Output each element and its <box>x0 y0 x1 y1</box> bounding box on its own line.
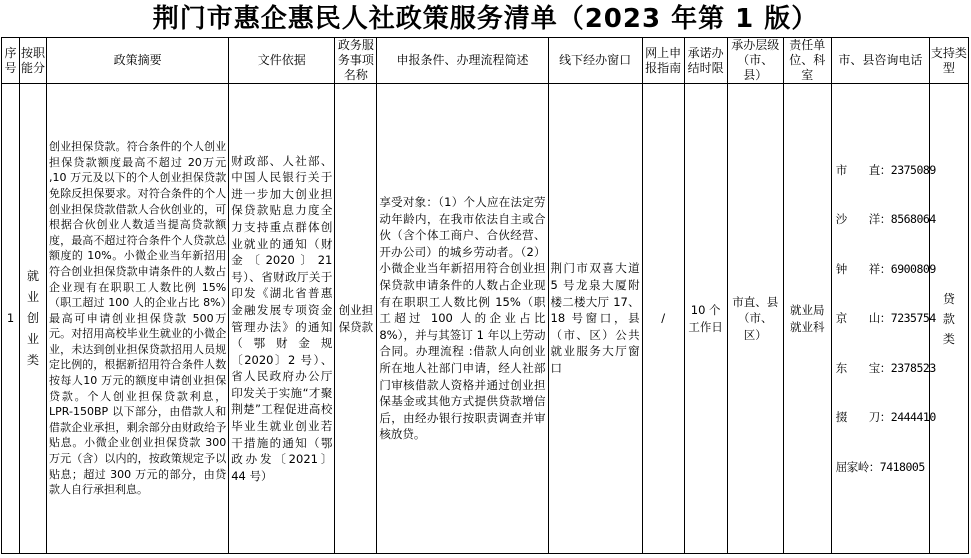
phone-item: 屈家岭：7418005 <box>835 459 925 474</box>
cell-window: 荆门市双喜大道 5 号龙泉大厦附楼二楼大厅 17、18 号窗口，县（市、区）公共就业服务大厅窗口 <box>548 84 642 554</box>
phone-item: 沙 洋：8568064 <box>835 212 936 227</box>
phone-item: 京 山：7235754 <box>835 311 936 326</box>
header-time: 承诺办结时限 <box>684 38 727 84</box>
cell-time: 10 个工作日 <box>684 84 727 554</box>
cell-basis: 财政部、人社部、中国人民银行关于进一步加大创业担保贷款贴息力度全力支持重点群体创业就业的通知（财金〔2020〕21 号）、省财政厅关于印发《湖北省普惠金融发展专项资金管理办法》的通知（鄂财金规〔2020〕2 号）、省人民政府办公厅印发关于实施“才聚荆楚”工程促进高校毕业生就业创业若干措施的通知（鄂政办发〔2021〕44 号） <box>229 84 335 554</box>
phone-list <box>834 129 936 509</box>
header-row <box>2 38 969 84</box>
header-func: 按职能分 <box>20 38 47 84</box>
cell-seq: 1 <box>2 84 20 554</box>
header-seq: 序号 <box>2 38 20 84</box>
phone-item: 钟 祥：6900809 <box>835 261 936 276</box>
header-item: 政务服务事项名称 <box>335 38 377 84</box>
policy-table <box>1 37 969 554</box>
cell-level: 市直、县（市、区） <box>727 84 783 554</box>
cell-online: / <box>642 84 684 554</box>
table-row <box>2 84 969 554</box>
header-level: 承办层级（市、县） <box>727 38 783 84</box>
cell-dept: 就业局就业科 <box>783 84 831 554</box>
phone-item: 东 宝：2378523 <box>835 360 936 375</box>
cell-func-text: 就业创业类 <box>27 269 40 367</box>
header-summary: 政策摘要 <box>47 38 229 84</box>
header-basis: 文件依据 <box>229 38 335 84</box>
cell-summary: 创业担保贷款。符合条件的个人创业担保贷款额度最高不超过 20万元 ,10 万元及以下的个人创业担保贷款免除反担保要求。对符合条件的个人创业担保贷款借款人合伙创业的，可根据合伙创业人数适当提高贷款额度，最高不超过符合条件个人贷款总额度的 10%。小微企业当年新招用符合创业担保贷款申请条件的人数占企业现有在职职工人数比例 15%（职工超过 100 人的企业占比 8%）最高可申请创业担保贷款 500万元。对招用高校毕业生就业的小微企业，未达到创业担保贷款招用人员规定比例的，根据新招用符合条件人数按每人10 万元的额度申请创业担保贷款。个人创业担保贷款利息，LPR-150BP 以下部分，由借款人和借款企业承担，剩余部分由财政给予贴息。小微企业创业担保贷款 300 万元（含）以内的，按政策规定予以贴息；超过 300 万元的部分，由贷款人自行承担利息。 <box>47 84 229 554</box>
phone-item: 掇 刀：2444410 <box>835 410 936 425</box>
cell-func <box>20 84 47 554</box>
cell-type-text: 贷款类 <box>942 291 955 346</box>
cell-item: 创业担保贷款 <box>335 84 377 554</box>
header-type: 支持类型 <box>929 38 968 84</box>
cell-phone <box>831 84 936 554</box>
header-conditions: 申报条件、办理流程简述 <box>377 38 548 84</box>
header-phone: 市、县咨询电话 <box>831 38 929 84</box>
phone-item: 市 直：2375089 <box>835 162 936 177</box>
header-online: 网上申报指南 <box>642 38 684 84</box>
header-window: 线下经办窗口 <box>548 38 642 84</box>
page-title: 荆门市惠企惠民人社政策服务清单（2023 年第 1 版） <box>152 4 819 34</box>
cell-conditions: 享受对象：（1）个人应在法定劳动年龄内，在我市依法自主或合伙（含个体工商户、合伙经营、开办公司）的城乡劳动者。（2）小微企业当年新招用符合创业担保贷款申请条件的人数占企业现有在职职工人数比例 15%（职工超过 100 人的企业占比 8%），并与其签订 1 年以上劳动合同。办理流程 :借款人向创业所在地人社部门申请，经人社部门审核借款人资格并通过创业担保基金或其他方式提供贷款增信后，由经办银行按职责调查并审核放贷。 <box>377 84 548 554</box>
header-dept: 责任单位、科室 <box>783 38 831 84</box>
